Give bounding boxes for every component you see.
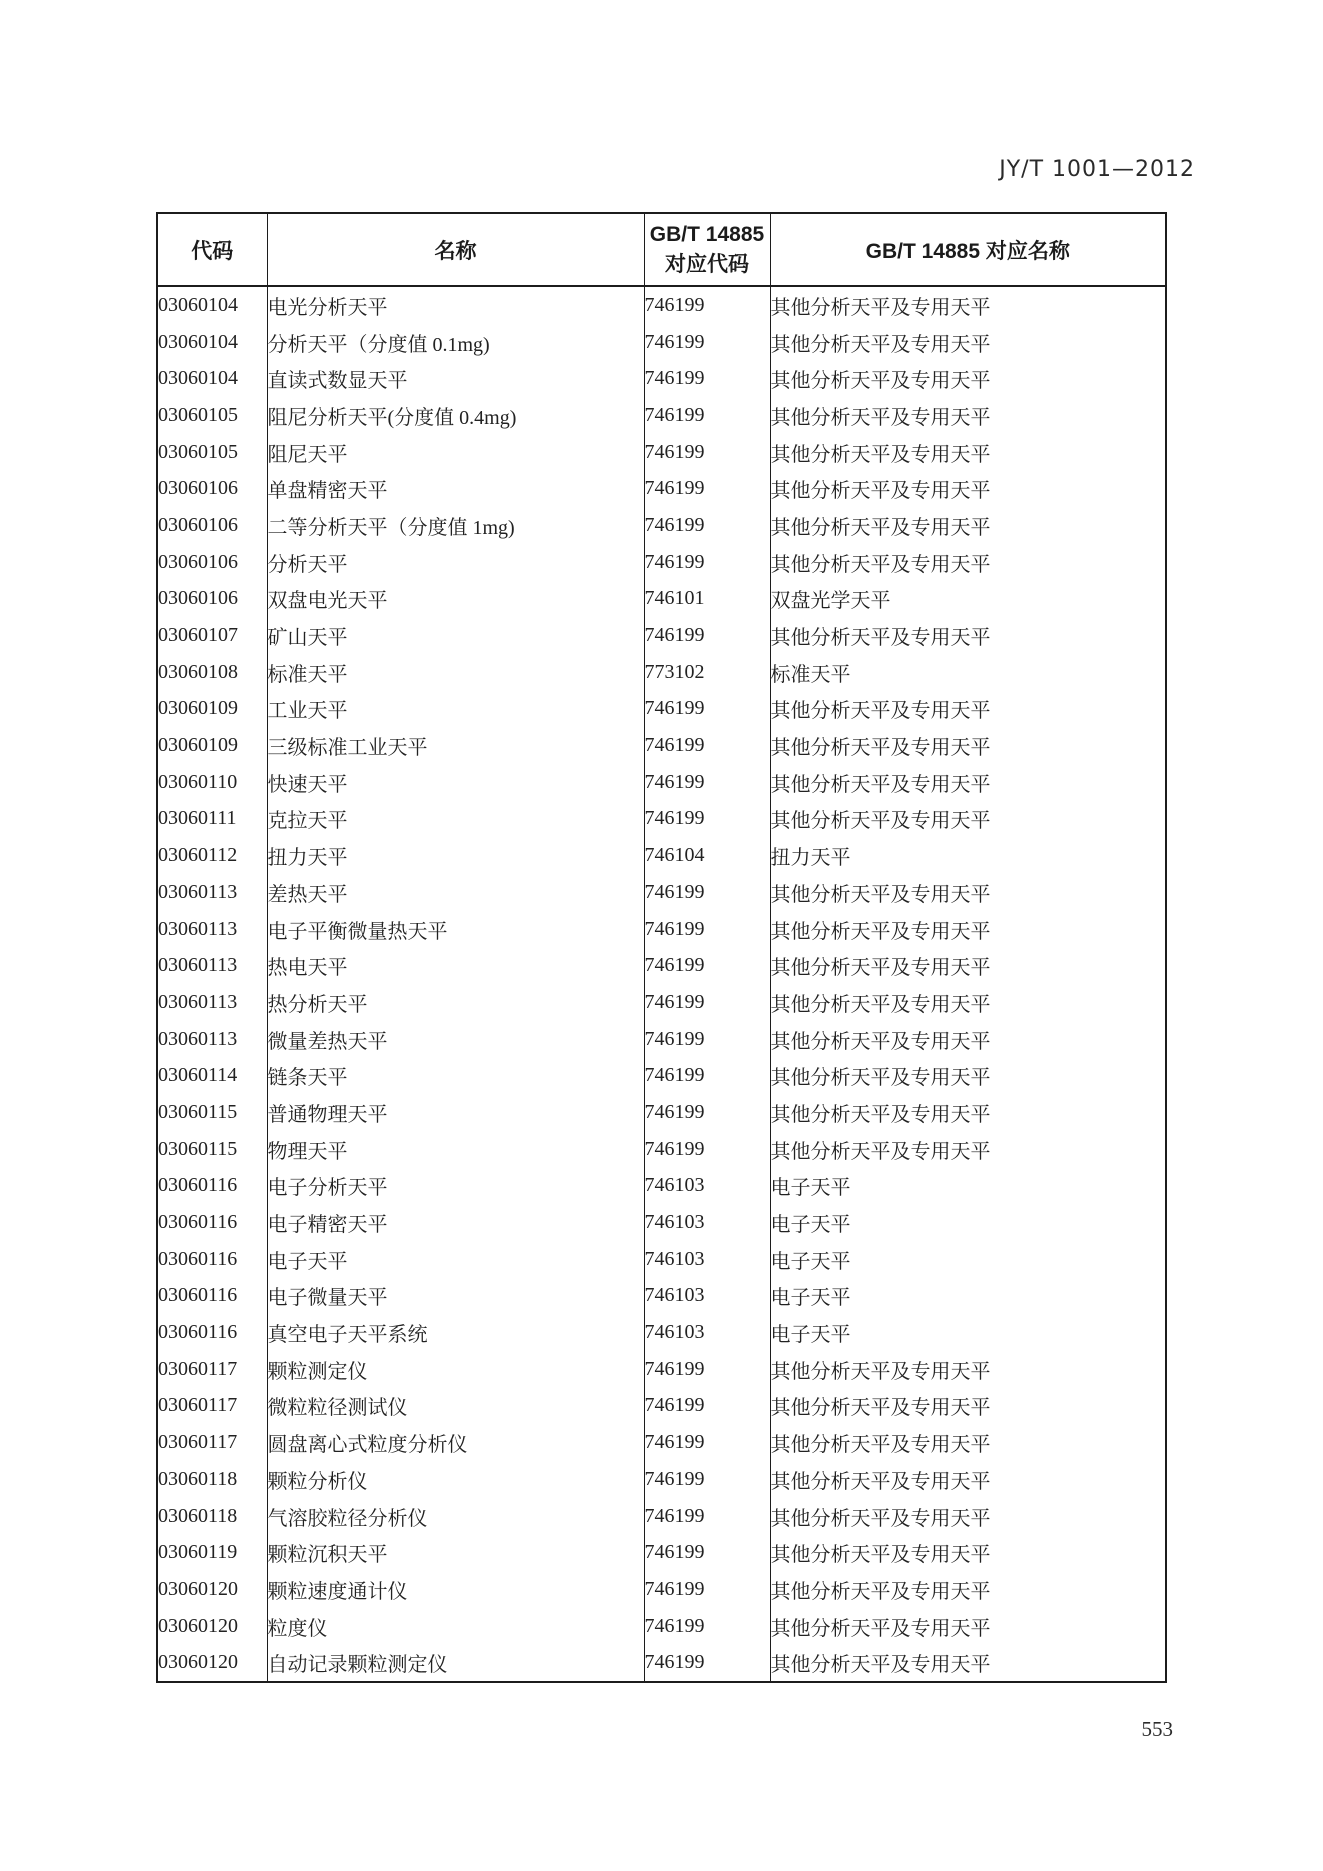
- table-row: [157, 1094, 1166, 1131]
- page-number: 553: [1141, 1717, 1173, 1741]
- table-cell-name: 分析天平（分度值 0.1mg): [267, 324, 644, 361]
- table-row: [157, 581, 1166, 618]
- table-row: [157, 507, 1166, 544]
- table-cell-name: 普通物理天平: [267, 1094, 644, 1131]
- table-row: [157, 911, 1166, 948]
- table-cell-gbt-code: 746199: [644, 1534, 770, 1571]
- table-cell-gbt-code: 746103: [644, 1168, 770, 1205]
- header-gbt-code-line1: GB/T 14885: [649, 222, 765, 246]
- table-header-row: [157, 213, 1166, 286]
- table-row: [157, 1021, 1166, 1058]
- table-body: [157, 286, 1166, 1682]
- table-cell-code: 03060104: [157, 360, 267, 397]
- table-cell-code: 03060116: [157, 1314, 267, 1351]
- table-cell-gbt-name: 其他分析天平及专用天平: [770, 544, 1166, 581]
- table-cell-name: 差热天平: [267, 874, 644, 911]
- table-cell-name: 工业天平: [267, 691, 644, 728]
- table-cell-code: 03060109: [157, 727, 267, 764]
- header-name: 名称: [267, 213, 644, 286]
- table-cell-gbt-code: 746199: [644, 1021, 770, 1058]
- table-row: [157, 727, 1166, 764]
- table-cell-name: 电子微量天平: [267, 1278, 644, 1315]
- table-cell-name: 双盘电光天平: [267, 581, 644, 618]
- table-row: [157, 1608, 1166, 1645]
- table-cell-gbt-name: 其他分析天平及专用天平: [770, 1094, 1166, 1131]
- table-cell-code: 03060106: [157, 470, 267, 507]
- table-cell-gbt-name: 其他分析天平及专用天平: [770, 1424, 1166, 1461]
- header-gbt-name: GB/T 14885 对应名称: [770, 213, 1166, 286]
- table-cell-code: 03060108: [157, 654, 267, 691]
- table-cell-name: 自动记录颗粒测定仪: [267, 1644, 644, 1682]
- table-cell-gbt-code: 746199: [644, 874, 770, 911]
- table-row: [157, 1644, 1166, 1682]
- table-cell-code: 03060113: [157, 1021, 267, 1058]
- table-cell-gbt-code: 746199: [644, 1644, 770, 1682]
- table-cell-name: 二等分析天平（分度值 1mg): [267, 507, 644, 544]
- table-cell-code: 03060120: [157, 1608, 267, 1645]
- table-cell-name: 颗粒速度通计仪: [267, 1571, 644, 1608]
- table-cell-name: 气溶胶粒径分析仪: [267, 1498, 644, 1535]
- table-cell-gbt-name: 其他分析天平及专用天平: [770, 470, 1166, 507]
- table-row: [157, 470, 1166, 507]
- table-header: [157, 213, 1166, 286]
- table-cell-name: 阻尼分析天平(分度值 0.4mg): [267, 397, 644, 434]
- table-row: [157, 654, 1166, 691]
- table-cell-gbt-code: 746199: [644, 1424, 770, 1461]
- table-row: [157, 360, 1166, 397]
- table-cell-gbt-code: 746104: [644, 837, 770, 874]
- table-cell-name: 克拉天平: [267, 801, 644, 838]
- table-cell-code: 03060116: [157, 1204, 267, 1241]
- table-row: [157, 286, 1166, 324]
- table-row: [157, 984, 1166, 1021]
- table-cell-code: 03060115: [157, 1131, 267, 1168]
- table-cell-gbt-code: 746199: [644, 286, 770, 324]
- table-cell-code: 03060117: [157, 1388, 267, 1425]
- table-cell-name: 真空电子天平系统: [267, 1314, 644, 1351]
- table-row: [157, 617, 1166, 654]
- table-cell-code: 03060117: [157, 1424, 267, 1461]
- table-cell-name: 电子精密天平: [267, 1204, 644, 1241]
- table-cell-gbt-code: 746199: [644, 1461, 770, 1498]
- table-cell-gbt-name: 其他分析天平及专用天平: [770, 727, 1166, 764]
- table-cell-name: 标准天平: [267, 654, 644, 691]
- table-cell-name: 电光分析天平: [267, 286, 644, 324]
- table-cell-gbt-code: 746199: [644, 434, 770, 471]
- table-cell-name: 单盘精密天平: [267, 470, 644, 507]
- table-cell-code: 03060112: [157, 837, 267, 874]
- table-row: [157, 1204, 1166, 1241]
- table-row: [157, 1057, 1166, 1094]
- table-cell-code: 03060104: [157, 286, 267, 324]
- table-cell-gbt-name: 其他分析天平及专用天平: [770, 1608, 1166, 1645]
- table-row: [157, 397, 1166, 434]
- table-row: [157, 1571, 1166, 1608]
- table-row: [157, 801, 1166, 838]
- table-cell-code: 03060120: [157, 1644, 267, 1682]
- table-row: [157, 1131, 1166, 1168]
- table-cell-gbt-name: 其他分析天平及专用天平: [770, 1351, 1166, 1388]
- table-cell-code: 03060105: [157, 434, 267, 471]
- table-cell-gbt-code: 746103: [644, 1314, 770, 1351]
- table-cell-code: 03060114: [157, 1057, 267, 1094]
- table-cell-gbt-code: 746101: [644, 581, 770, 618]
- table-cell-gbt-name: 电子天平: [770, 1314, 1166, 1351]
- table-cell-gbt-name: 其他分析天平及专用天平: [770, 1461, 1166, 1498]
- table-row: [157, 1351, 1166, 1388]
- table-cell-gbt-code: 746199: [644, 507, 770, 544]
- table-cell-gbt-code: 746199: [644, 617, 770, 654]
- table-cell-gbt-name: 其他分析天平及专用天平: [770, 1131, 1166, 1168]
- table-cell-name: 颗粒沉积天平: [267, 1534, 644, 1571]
- table-cell-gbt-code: 746103: [644, 1204, 770, 1241]
- table-cell-gbt-name: 扭力天平: [770, 837, 1166, 874]
- table-cell-name: 分析天平: [267, 544, 644, 581]
- table-cell-code: 03060106: [157, 507, 267, 544]
- table-cell-name: 电子分析天平: [267, 1168, 644, 1205]
- table-cell-gbt-name: 其他分析天平及专用天平: [770, 1498, 1166, 1535]
- table-cell-gbt-code: 746199: [644, 947, 770, 984]
- table-row: [157, 434, 1166, 471]
- table-cell-name: 电子平衡微量热天平: [267, 911, 644, 948]
- table-cell-code: 03060111: [157, 801, 267, 838]
- table-cell-gbt-code: 746199: [644, 1351, 770, 1388]
- table-cell-name: 三级标准工业天平: [267, 727, 644, 764]
- table-cell-gbt-name: 标准天平: [770, 654, 1166, 691]
- table-cell-gbt-name: 其他分析天平及专用天平: [770, 360, 1166, 397]
- header-code: 代码: [157, 213, 267, 286]
- table-cell-code: 03060116: [157, 1241, 267, 1278]
- table-row: [157, 874, 1166, 911]
- table-cell-code: 03060104: [157, 324, 267, 361]
- table-cell-name: 矿山天平: [267, 617, 644, 654]
- table-cell-gbt-code: 746199: [644, 1131, 770, 1168]
- table-cell-code: 03060120: [157, 1571, 267, 1608]
- table-cell-name: 直读式数显天平: [267, 360, 644, 397]
- table-cell-name: 热电天平: [267, 947, 644, 984]
- table-row: [157, 1168, 1166, 1205]
- table-cell-gbt-code: 746199: [644, 360, 770, 397]
- table-cell-code: 03060113: [157, 947, 267, 984]
- table-cell-gbt-code: 746199: [644, 801, 770, 838]
- table-cell-code: 03060105: [157, 397, 267, 434]
- table-cell-gbt-code: 746199: [644, 1498, 770, 1535]
- header-gbt-code: [644, 213, 770, 286]
- table-cell-name: 物理天平: [267, 1131, 644, 1168]
- table-cell-gbt-code: 746199: [644, 1388, 770, 1425]
- table-cell-name: 粒度仪: [267, 1608, 644, 1645]
- table-cell-code: 03060113: [157, 984, 267, 1021]
- table-row: [157, 1241, 1166, 1278]
- table-row: [157, 947, 1166, 984]
- table-row: [157, 764, 1166, 801]
- table-cell-gbt-code: 773102: [644, 654, 770, 691]
- table-cell-gbt-code: 746199: [644, 984, 770, 1021]
- table-cell-gbt-name: 其他分析天平及专用天平: [770, 691, 1166, 728]
- table-row: [157, 837, 1166, 874]
- table-cell-gbt-code: 746199: [644, 691, 770, 728]
- table-cell-name: 阻尼天平: [267, 434, 644, 471]
- table-cell-gbt-name: 其他分析天平及专用天平: [770, 911, 1166, 948]
- table-cell-gbt-name: 其他分析天平及专用天平: [770, 397, 1166, 434]
- table-cell-code: 03060115: [157, 1094, 267, 1131]
- doc-standard-number: JY/T 1001—2012: [999, 157, 1195, 182]
- table-cell-name: 微量差热天平: [267, 1021, 644, 1058]
- table-row: [157, 1278, 1166, 1315]
- table-cell-name: 颗粒分析仪: [267, 1461, 644, 1498]
- table-cell-code: 03060109: [157, 691, 267, 728]
- table-cell-code: 03060110: [157, 764, 267, 801]
- table-cell-gbt-name: 其他分析天平及专用天平: [770, 1571, 1166, 1608]
- table-cell-gbt-code: 746199: [644, 764, 770, 801]
- table-cell-code: 03060118: [157, 1461, 267, 1498]
- table-cell-gbt-name: 其他分析天平及专用天平: [770, 947, 1166, 984]
- table-cell-code: 03060116: [157, 1278, 267, 1315]
- table-row: [157, 1534, 1166, 1571]
- table-cell-name: 颗粒测定仪: [267, 1351, 644, 1388]
- table-cell-name: 圆盘离心式粒度分析仪: [267, 1424, 644, 1461]
- table-cell-name: 扭力天平: [267, 837, 644, 874]
- table-cell-name: 电子天平: [267, 1241, 644, 1278]
- table-cell-gbt-code: 746199: [644, 1057, 770, 1094]
- table-cell-code: 03060119: [157, 1534, 267, 1571]
- table-cell-name: 热分析天平: [267, 984, 644, 1021]
- table-cell-name: 链条天平: [267, 1057, 644, 1094]
- table-cell-gbt-name: 其他分析天平及专用天平: [770, 286, 1166, 324]
- table-cell-gbt-name: 其他分析天平及专用天平: [770, 1388, 1166, 1425]
- table-cell-gbt-code: 746199: [644, 911, 770, 948]
- table-cell-gbt-code: 746199: [644, 397, 770, 434]
- table-cell-gbt-name: 其他分析天平及专用天平: [770, 801, 1166, 838]
- table-row: [157, 691, 1166, 728]
- table-cell-gbt-name: 其他分析天平及专用天平: [770, 1644, 1166, 1682]
- table-cell-gbt-name: 其他分析天平及专用天平: [770, 507, 1166, 544]
- table-cell-gbt-name: 其他分析天平及专用天平: [770, 984, 1166, 1021]
- table-cell-gbt-name: 其他分析天平及专用天平: [770, 1057, 1166, 1094]
- table-cell-gbt-code: 746103: [644, 1278, 770, 1315]
- table-cell-gbt-name: 电子天平: [770, 1168, 1166, 1205]
- table-cell-gbt-code: 746199: [644, 324, 770, 361]
- table-cell-name: 微粒粒径测试仪: [267, 1388, 644, 1425]
- header-gbt-code-line2: 对应代码: [665, 252, 749, 276]
- code-mapping-table: [156, 212, 1167, 1683]
- table-cell-gbt-name: 电子天平: [770, 1204, 1166, 1241]
- table-cell-code: 03060118: [157, 1498, 267, 1535]
- table-cell-gbt-code: 746199: [644, 544, 770, 581]
- table-cell-gbt-name: 其他分析天平及专用天平: [770, 434, 1166, 471]
- table-cell-gbt-name: 其他分析天平及专用天平: [770, 324, 1166, 361]
- table-row: [157, 1314, 1166, 1351]
- table-cell-gbt-code: 746199: [644, 1608, 770, 1645]
- table-cell-gbt-code: 746199: [644, 470, 770, 507]
- table-row: [157, 1461, 1166, 1498]
- table-cell-gbt-code: 746199: [644, 1571, 770, 1608]
- table-cell-gbt-name: 电子天平: [770, 1278, 1166, 1315]
- table-cell-gbt-name: 其他分析天平及专用天平: [770, 764, 1166, 801]
- table-row: [157, 1424, 1166, 1461]
- table-cell-code: 03060113: [157, 911, 267, 948]
- table-cell-gbt-code: 746103: [644, 1241, 770, 1278]
- table-cell-code: 03060106: [157, 581, 267, 618]
- table-cell-code: 03060106: [157, 544, 267, 581]
- table-cell-code: 03060107: [157, 617, 267, 654]
- table-cell-name: 快速天平: [267, 764, 644, 801]
- table-cell-gbt-code: 746199: [644, 1094, 770, 1131]
- table-cell-gbt-name: 双盘光学天平: [770, 581, 1166, 618]
- table-cell-gbt-name: 电子天平: [770, 1241, 1166, 1278]
- table-cell-gbt-name: 其他分析天平及专用天平: [770, 874, 1166, 911]
- table-row: [157, 544, 1166, 581]
- table-cell-gbt-name: 其他分析天平及专用天平: [770, 1021, 1166, 1058]
- table-cell-gbt-name: 其他分析天平及专用天平: [770, 617, 1166, 654]
- table-row: [157, 324, 1166, 361]
- table-row: [157, 1388, 1166, 1425]
- table-row: [157, 1498, 1166, 1535]
- table-cell-gbt-name: 其他分析天平及专用天平: [770, 1534, 1166, 1571]
- table-cell-gbt-code: 746199: [644, 727, 770, 764]
- table-cell-code: 03060116: [157, 1168, 267, 1205]
- table-cell-code: 03060117: [157, 1351, 267, 1388]
- table-cell-code: 03060113: [157, 874, 267, 911]
